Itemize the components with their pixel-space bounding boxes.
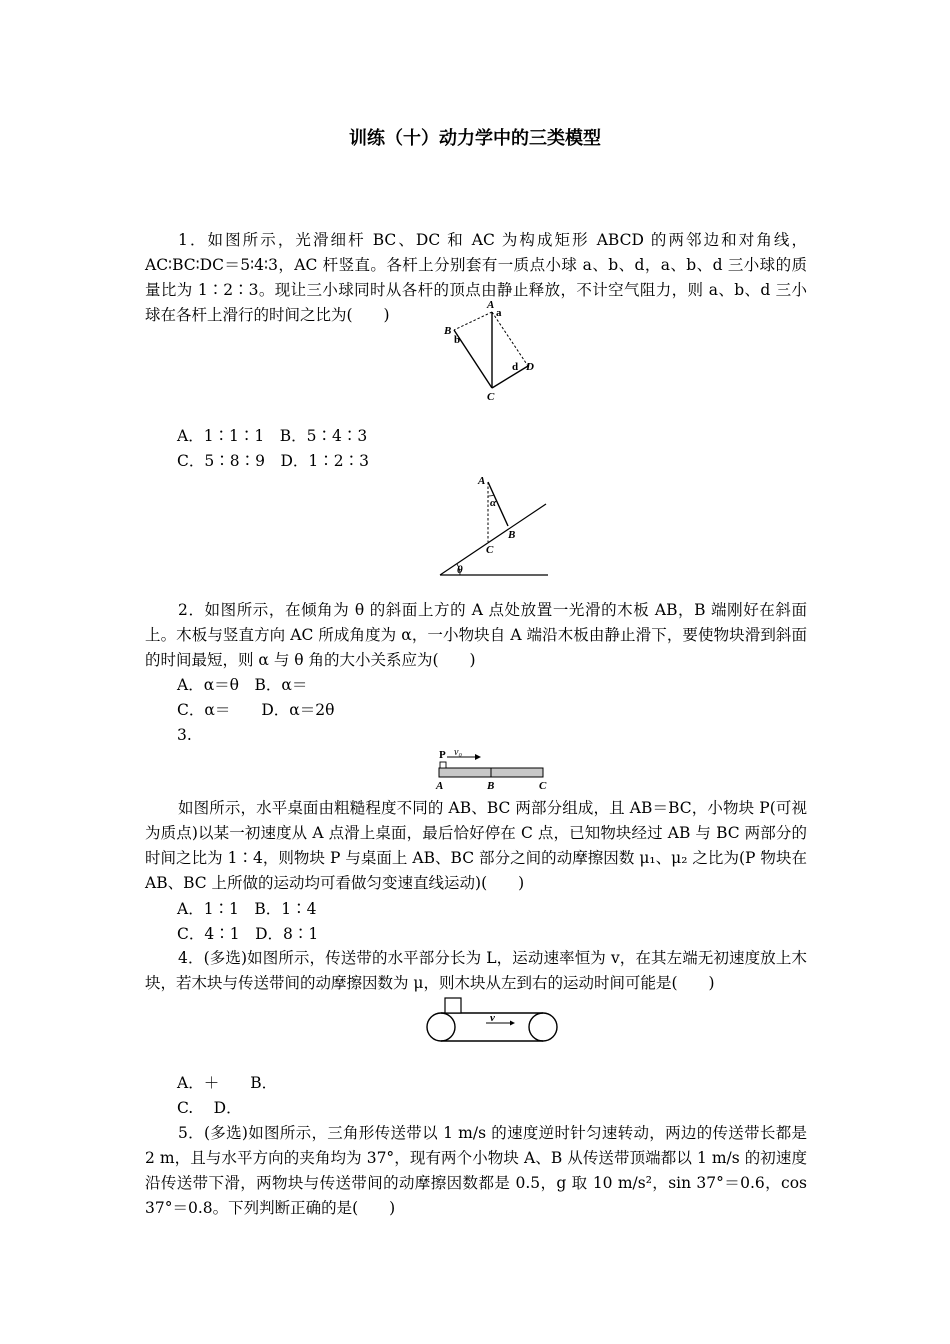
fig3-label-B: B bbox=[487, 780, 495, 792]
fig3-label-P: P bbox=[439, 749, 446, 761]
question-2-stem: 2．如图所示，在倾角为 θ 的斜面上方的 A 点处放置一光滑的木板 AB，B 端刚好在斜面上。木板与竖直方向 AC 所成角度为 α，一小物块自 A 端沿木板由静止滑下，要使物块滑到斜面的时间最短，则 α 与 θ 角的大小关系应为( ) bbox=[145, 601, 807, 669]
fig1-label-D: D bbox=[526, 361, 534, 373]
question-4-options-ab: A．＋ B． bbox=[177, 1074, 278, 1092]
fig1-label-C: C bbox=[487, 391, 495, 403]
fig2-label-alpha: α bbox=[490, 497, 497, 509]
fig1-label-B: B bbox=[444, 325, 452, 337]
fig1-label-a: a bbox=[496, 307, 502, 319]
fig1-label-A: A bbox=[487, 299, 495, 311]
question-3-number: 3. bbox=[177, 726, 192, 744]
fig1-label-d: d bbox=[512, 361, 519, 373]
fig2-label-theta: θ bbox=[457, 564, 463, 576]
question-4-options-cd: C. D． bbox=[177, 1099, 242, 1117]
fig2-label-C: C bbox=[486, 544, 494, 556]
fig2-label-A: A bbox=[478, 475, 486, 487]
fig3-label-C: C bbox=[539, 780, 547, 792]
question-1-figure bbox=[438, 296, 548, 404]
question-3-figure bbox=[433, 744, 557, 792]
fig2-label-B: B bbox=[508, 529, 516, 541]
question-3-stem: 如图所示，水平桌面由粗糙程度不同的 AB、BC 两部分组成，且 AB＝BC，小物块 P(可视为质点)以某一初速度从 A 点滑上桌面，最后恰好停在 C 点，已知物块经过 AB 与 BC 两部分的时间之比为 1∶4，则物块 P 与桌面上 AB、BC 部分之间的动摩擦因数 μ₁、μ₂ 之比为(P 物块在 AB、BC 上所做的运动均可看做匀变速直线运动)( ) bbox=[145, 799, 808, 892]
question-4-stem: 4．(多选)如图所示，传送带的水平部分长为 L，运动速率恒为 v，在其左端无初速度放上木块，若木块与传送带间的动摩擦因数为 μ，则木块从左到右的运动时间可能是( ) bbox=[145, 949, 807, 992]
question-3-options-cd: C．4∶1 D．8∶1 bbox=[177, 925, 319, 943]
question-2-options-cd: C．α＝ D．α＝2θ bbox=[177, 701, 335, 719]
fig3-label-A: A bbox=[436, 780, 444, 792]
question-2-options-ab: A．α＝θ B．α＝ bbox=[177, 676, 308, 694]
fig1-label-b: b bbox=[454, 334, 461, 346]
question-1-options-cd: C．5∶8∶9 D．1∶2∶3 bbox=[177, 452, 369, 470]
question-5-stem: 5．(多选)如图所示，三角形传送带以 1 m/s 的速度逆时针匀速转动，两边的传送带长都是 2 m，且与水平方向的夹角均为 37°，现有两个小物块 A、B 从传送带顶端都以 1 m/s 的初速度沿传送带下滑，两物块与传送带间的动摩擦因数都是 0.5，g 取 10 m/s²，sin 37°＝0.6，cos 37°＝0.8。下列判断正确的是( ) bbox=[145, 1124, 807, 1217]
question-2-figure bbox=[430, 468, 554, 580]
question-4-figure bbox=[422, 996, 562, 1046]
page-title: 训练（十）动力学中的三类模型 bbox=[349, 128, 601, 149]
fig3-label-v0: v₀ bbox=[454, 747, 462, 758]
question-1-stem: 1．如图所示，光滑细杆 BC、DC 和 AC 为构成矩形 ABCD 的两邻边和对角线，AC∶BC∶DC＝5∶4∶3，AC 杆竖直。各杆上分别套有一质点小球 a、b、d，a、b、d 三小球的质量比为 1∶2∶3。现让三小球同时从各杆的顶点由静止释放，不计空气阻力，则 a、b、d 三小球在各杆上滑行的时间之比为( ) bbox=[145, 231, 807, 324]
question-1-options-ab: A．1∶1∶1 B．5∶4∶3 bbox=[177, 427, 368, 445]
fig4-label-v: v bbox=[490, 1012, 495, 1024]
question-3-options-ab: A．1∶1 B．1∶4 bbox=[177, 900, 317, 918]
